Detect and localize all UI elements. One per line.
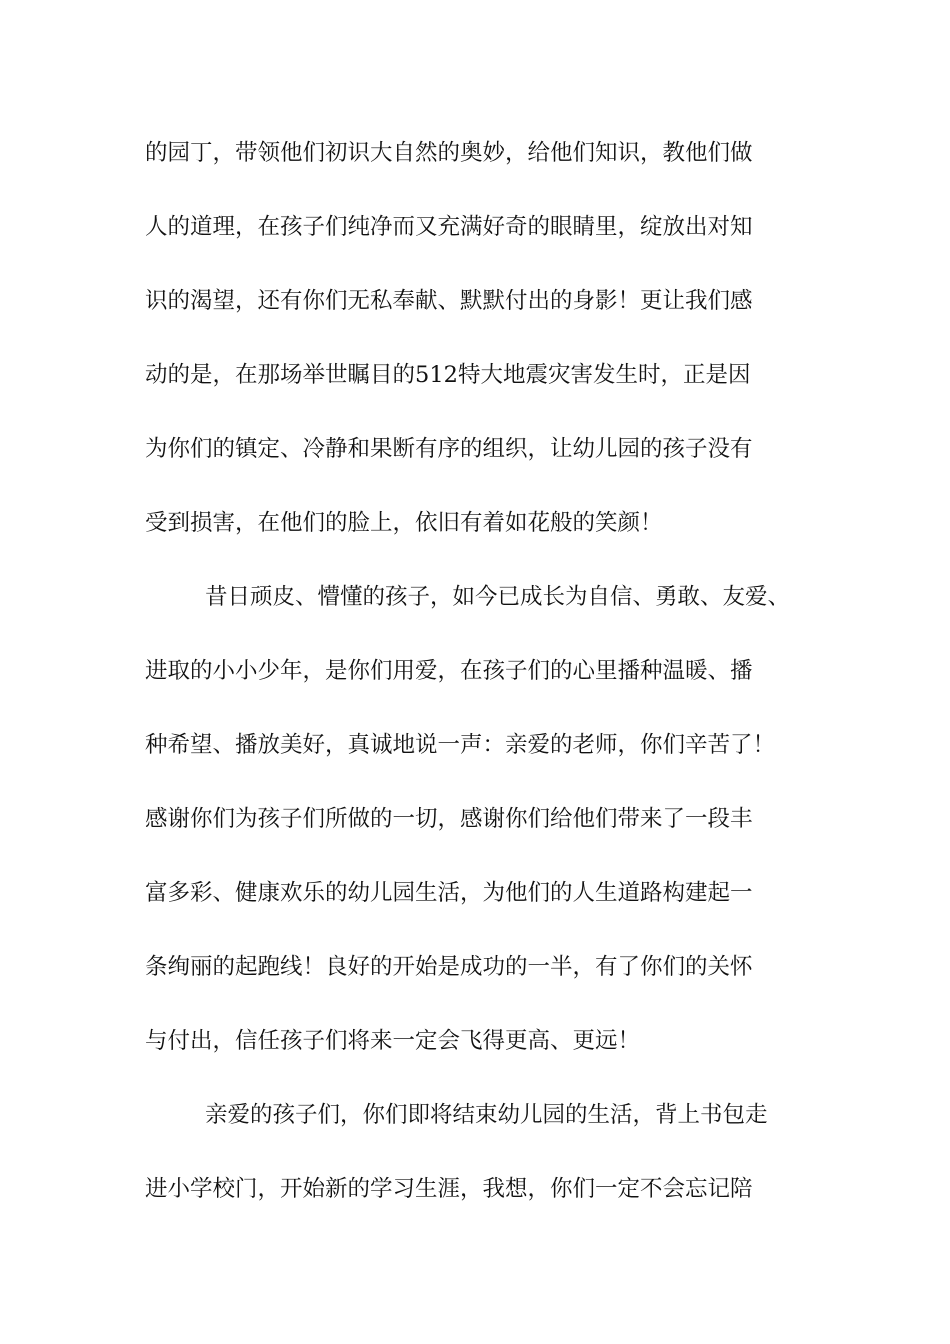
paragraph-first-line: 亲爱的孩子们，你们即将结束幼儿园的生活，背上书包走 [205,1102,768,1128]
paragraph-first-line: 昔日顽皮、懵懂的孩子，如今已成长为自信、勇敢、友爱、 [205,584,791,610]
text-line: 受到损害，在他们的脸上，依旧有着如花般的笑颜！ [145,510,663,536]
text-line: 富多彩、健康欢乐的幼儿园生活，为他们的人生道路构建起一 [145,880,753,906]
text-line: 人的道理，在孩子们纯净而又充满好奇的眼睛里，绽放出对知 [145,214,753,240]
text-line: 识的渴望，还有你们无私奉献、默默付出的身影！更让我们感 [145,288,753,314]
text-line: 种希望、播放美好，真诚地说一声：亲爱的老师，你们辛苦了！ [145,732,776,758]
text-line: 与付出，信任孩子们将来一定会飞得更高、更远！ [145,1028,641,1054]
text-line: 为你们的镇定、冷静和果断有序的组织，让幼儿园的孩子没有 [145,436,753,462]
text-line: 动的是，在那场举世瞩目的512特大地震灾害发生时，正是因 [145,362,751,388]
text-line: 条绚丽的起跑线！良好的开始是成功的一半，有了你们的关怀 [145,954,753,980]
text-line: 的园丁，带领他们初识大自然的奥妙，给他们知识，教他们做 [145,140,753,166]
text-line: 进小学校门，开始新的学习生涯，我想，你们一定不会忘记陪 [145,1176,753,1202]
text-line: 进取的小小少年，是你们用爱，在孩子们的心里播种温暖、播 [145,658,753,684]
text-line: 感谢你们为孩子们所做的一切，感谢你们给他们带来了一段丰 [145,806,753,832]
